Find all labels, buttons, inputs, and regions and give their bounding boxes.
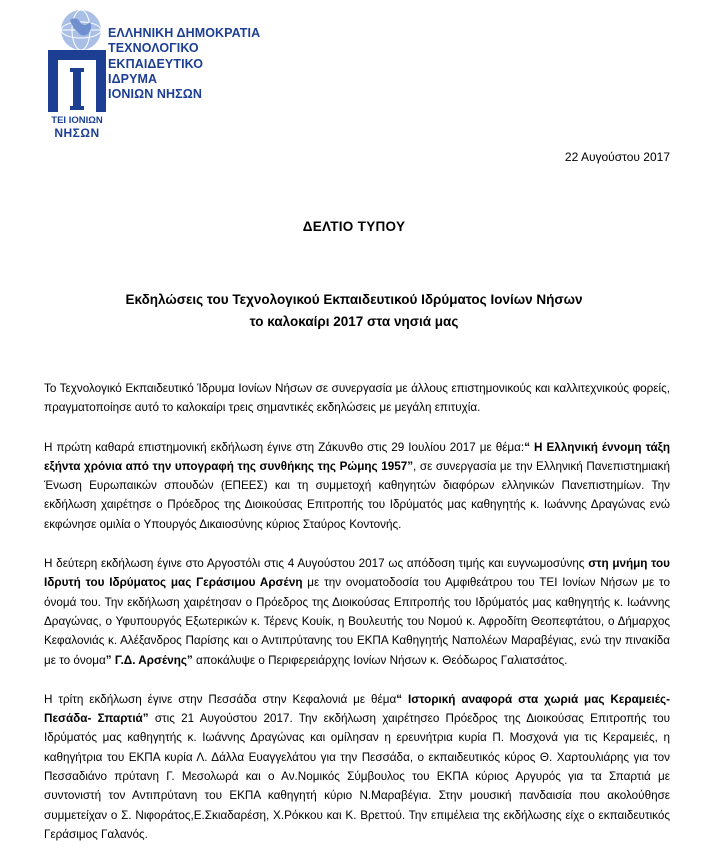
document-body	[44, 379, 670, 860]
logo-caption-top: ΤΕΙ ΙΟΝΙΩΝ	[51, 115, 103, 126]
event-topic: στη μνήμη του Ιδρυτή του Ιδρύματος μας Γεράσιμου Αρσένη	[44, 557, 670, 590]
document-title: ΔΕΛΤΙΟ ΤΥΠΟΥ	[302, 219, 406, 234]
paragraph-intro	[44, 379, 670, 418]
paragraph-text: Το Τεχνολογικό Εκπαιδευτικό Ίδρυμα Ιονίων Νήσων σε συνεργασία με άλλους επιστημονικούς και καλλιτεχνικούς φορείς, πραγματοποίησε αυτό το καλοκαίρι τρεις σημαντικές εκδηλώσεις με μεγάλη επιτυχία.	[44, 382, 670, 415]
paragraph-first-event	[44, 438, 670, 534]
document-headline	[0, 289, 708, 333]
event-topic: “ Η Ελληνική έννομη τάξη εξήντα χρόνια από την υπογραφή της συνθήκης της Ρώμης 1957”	[44, 440, 671, 473]
institution-logo	[44, 6, 261, 146]
logo-caption-bottom: ΝΗΣΩΝ	[54, 126, 100, 140]
logo-line: ΕΚΠΑΙΔΕΥΤΙΚΟ	[108, 56, 204, 71]
logo-text-block	[108, 26, 288, 102]
paragraph-text: Η πρώτη καθαρά επιστημονική εκδήλωση έγινε στη Ζάκυνθο στις 29 Ιουλίου 2017 με θέμα:	[44, 440, 525, 454]
headline-line: το καλοκαίρι 2017 στα νησιά μας	[249, 314, 459, 329]
paragraph-text: Η δεύτερη εκδήλωση έγινε στο Αργοστόλι στις 4 Αυγούστου 2017 ως απόδοση τιμής και ευγνωμοσύνης	[44, 557, 589, 571]
headline-line: Εκδηλώσεις του Τεχνολογικού Εκπαιδευτικού Ιδρύματος Ιονίων Νήσων	[125, 292, 583, 307]
logo-line: ΕΛΛΗΝΙΚΗ ΔΗΜΟΚΡΑΤΙΑ	[108, 26, 261, 40]
event-topic: “ Ιστορική αναφορά στα χωριά μας Κεραμειές-Πεσάδα- Σπαρτιά”	[44, 692, 670, 726]
logo-line: ΙΟΝΙΩΝ ΝΗΣΩΝ	[108, 87, 203, 102]
logo-line: ΤΕΧΝΟΛΟΓΙΚΟ	[108, 41, 199, 56]
paragraph-text: αποκάλυψε ο Περιφερειάρχης Ιονίων Νήσων κ. Θεόδωρος Γαλιατσάτος.	[192, 653, 568, 667]
paragraph-text: με την ονοματοδοσία του Αμφιθεάτρου του ΤΕΙ Ιονίων Νήσων με το όνομά του. Την εκδήλωση χαιρέτησαν ο Πρόεδρος της Διοικούσας Επιτροπής του Ιδρύματός μας καθηγητής κ. Ιωάννης Δραγώνας, ο Υφυπουργός Εξωτερικών κ. Τέρενς Κουίκ, η Βουλευτής του Νομού κ. Αφροδίτη Θεοπεφτάτου, ο Δήμαρχος Κεφαλονιάς κ. Αλέξανδρος Παρίσης και ο Αντιπρύτανης του ΕΚΠΑ Καθηγητής Ναπολέων Μαραβέγιας, ενώ την πινακίδα με το όνομα	[44, 576, 671, 667]
paragraph-third-event	[44, 690, 670, 844]
logo-line: ΙΔΡΥΜΑ	[108, 71, 158, 86]
paragraph-text: Η τρίτη εκδήλωση έγινε στην Πεσσάδα στην Κεφαλονιά με θέμα	[44, 692, 397, 706]
paragraph-second-event	[44, 554, 670, 670]
document-date: 22 Αυγούστου 2017	[564, 150, 670, 164]
paragraph-text: στις 21 Αυγούστου 2017. Την εκδήλωση χαιρέτησεο Πρόεδρος της Διοικούσας Επιτροπής του Ιδρύματός μας καθηγητής κ. Ιωάννης Δραγώνας και ομίλησαν η ερευνήτρια κυρία Π. Μοσχονά για τις Κεραμειές, η καθηγήτρια του ΕΚΠΑ κυρία Λ. Δάλλα Ευαγγελάτου για την Πεσσάδα, ο εκπαιδευτικός κύρος Θ. Χαρτουλιάρης για τον Πεσσαδιάνο πρύτανη Γ. Μεσολωρά και ο Αν.Νομικός Σύμβουλος του ΕΚΠΑ κύριος Αργυρός για τα Σπαρτιά με συντονιστή τον Αντιπρύτανη του ΕΚΠΑ καθηγητή κύριο Ν.Μαραβέγια. Στην μουσική πανδαισία που ακολούθησε συμμετείχαν ο Σ. Νιφοράτος,Ε.Σκιαδαρέση, Χ.Ρόκκου και Κ. Βρεττού. Την επιμέλεια της εκδήλωσης είχε ο εκπαιδευτικός Γεράσιμος Γαλανός.	[44, 712, 670, 841]
paragraph-text: , σε συνεργασία με την Ελληνική Πανεπιστημιακή Ένωση Ευρωπαικών σπουδών (ΕΠΕΕΣ) και τη συμμετοχή καθηγητών διαφόρων ελληνικών Πανεπιστημίων. Την εκδήλωση χαιρέτησε ο Πρόεδρος της Διοικούσας Επιτροπής του Ιδρύματός μας καθηγητής κ. Ιωάννης Δραγώνας ενώ εκφώνησε ομιλία ο Υπουργός Δικαιοσύνης κύριος Σταύρος Κοντονής.	[44, 459, 671, 531]
plaque-name: ” Γ.Δ. Αρσένης”	[105, 653, 193, 667]
